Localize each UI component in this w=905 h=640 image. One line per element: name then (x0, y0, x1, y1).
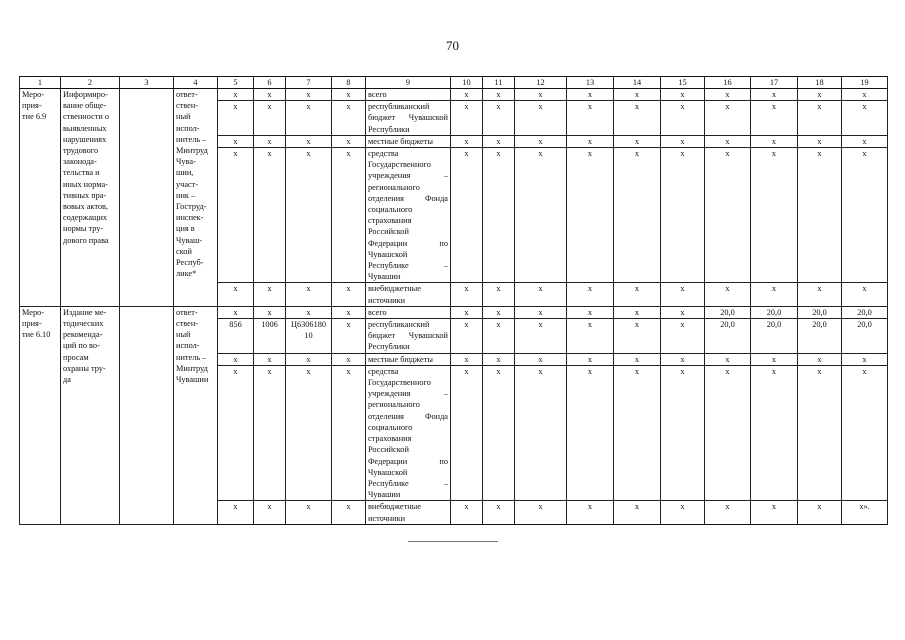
code-cell: x (254, 135, 286, 147)
year-value-cell: x (751, 101, 798, 136)
code-cell: x (332, 306, 366, 318)
column-3-cell (120, 306, 174, 524)
code-cell: 856 (218, 319, 254, 354)
year-value-cell: x (705, 365, 751, 500)
year-value-cell: 20,0 (751, 319, 798, 354)
funding-source-cell: внебюджетные источники (366, 501, 451, 524)
year-value-cell: x (842, 148, 888, 283)
header-cell: 2 (61, 77, 120, 89)
executor-cell: ответ- ствен- ный испол- нитель – Минтруд Чува- шии, участ- ник – Гоструд- инспек- ция в Чуваш- ской Респуб- лике* (174, 89, 218, 307)
year-value-cell: x (451, 89, 483, 101)
measure-number-cell: Меро- прия- тие 6.10 (20, 306, 61, 524)
code-cell: x (218, 148, 254, 283)
measure-name-cell: Информиро- вание обще- ственности о выявленных нарушениях трудового законода- тельства и иных норма- тивных пра- вовых актов, содержащих нормы тру- дового права (61, 89, 120, 307)
year-value-cell: x (483, 148, 515, 283)
code-cell: x (218, 365, 254, 500)
code-cell: x (254, 306, 286, 318)
code-cell: x (218, 501, 254, 524)
year-value-cell: x (751, 135, 798, 147)
year-value-cell: x (614, 319, 661, 354)
year-value-cell: 20,0 (842, 306, 888, 318)
code-cell: x (332, 501, 366, 524)
year-value-cell: x (515, 501, 567, 524)
year-value-cell: x (751, 501, 798, 524)
code-cell: x (218, 135, 254, 147)
funding-source-cell: республиканский бюджет Чувашской Республики (366, 101, 451, 136)
year-value-cell: x (705, 148, 751, 283)
year-value-cell: 20,0 (751, 306, 798, 318)
year-value-cell: x (751, 353, 798, 365)
year-value-cell: x (567, 353, 614, 365)
header-cell: 17 (751, 77, 798, 89)
year-value-cell: x (661, 319, 705, 354)
year-value-cell: x (515, 283, 567, 306)
column-number-row (20, 77, 888, 89)
year-value-cell: x (661, 501, 705, 524)
year-value-cell: x (705, 89, 751, 101)
year-value-cell: x (483, 135, 515, 147)
header-cell: 11 (483, 77, 515, 89)
year-value-cell: x (567, 135, 614, 147)
year-value-cell: x (567, 101, 614, 136)
year-value-cell: x (661, 283, 705, 306)
funding-source-cell: всего (366, 306, 451, 318)
code-cell: x (286, 501, 332, 524)
code-cell: x (332, 319, 366, 354)
funding-source-cell: местные бюджеты (366, 353, 451, 365)
code-cell: x (286, 365, 332, 500)
year-value-cell: x (661, 101, 705, 136)
year-value-cell: x (483, 306, 515, 318)
year-value-cell: x (567, 89, 614, 101)
year-value-cell: x (705, 353, 751, 365)
header-cell: 1 (20, 77, 61, 89)
code-cell: x (286, 89, 332, 101)
year-value-cell: x (567, 306, 614, 318)
year-value-cell: x (451, 365, 483, 500)
code-cell: x (218, 353, 254, 365)
year-value-cell: x (751, 283, 798, 306)
funding-source-cell: местные бюджеты (366, 135, 451, 147)
year-value-cell: x (451, 148, 483, 283)
header-cell: 7 (286, 77, 332, 89)
year-value-cell: x (798, 353, 842, 365)
year-value-cell: x (705, 135, 751, 147)
year-value-cell: 20,0 (705, 319, 751, 354)
code-cell: Ц6306180 10 (286, 319, 332, 354)
year-value-cell: x (614, 365, 661, 500)
code-cell: x (332, 89, 366, 101)
header-cell: 8 (332, 77, 366, 89)
year-value-cell: x (451, 283, 483, 306)
year-value-cell: x (483, 283, 515, 306)
funding-source-cell: республиканский бюджет Чувашской Республики (366, 319, 451, 354)
year-value-cell: x (451, 501, 483, 524)
code-cell: x (286, 283, 332, 306)
code-cell: x (332, 365, 366, 500)
year-value-cell: x (515, 148, 567, 283)
year-value-cell: x (483, 501, 515, 524)
year-value-cell: x (515, 306, 567, 318)
footer-divider (408, 541, 498, 542)
column-3-cell (120, 89, 174, 307)
year-value-cell: 20,0 (798, 319, 842, 354)
code-cell: x (254, 501, 286, 524)
year-value-cell: x (661, 135, 705, 147)
code-cell: x (218, 89, 254, 101)
code-cell: 1006 (254, 319, 286, 354)
year-value-cell: x (614, 353, 661, 365)
year-value-cell: x (515, 89, 567, 101)
year-value-cell: x (751, 365, 798, 500)
year-value-cell: x (842, 101, 888, 136)
year-value-cell: x (483, 365, 515, 500)
year-value-cell: x (661, 89, 705, 101)
header-cell: 12 (515, 77, 567, 89)
code-cell: x (218, 283, 254, 306)
year-value-cell: 20,0 (842, 319, 888, 354)
year-value-cell: x (451, 101, 483, 136)
year-value-cell: x (567, 283, 614, 306)
year-value-cell: x (567, 365, 614, 500)
header-cell: 6 (254, 77, 286, 89)
year-value-cell: x (614, 283, 661, 306)
year-value-cell: x (798, 365, 842, 500)
header-cell: 4 (174, 77, 218, 89)
header-cell: 14 (614, 77, 661, 89)
year-value-cell: x (451, 306, 483, 318)
year-value-cell: x (483, 353, 515, 365)
header-cell: 16 (705, 77, 751, 89)
code-cell: x (286, 135, 332, 147)
year-value-cell: x (705, 283, 751, 306)
funding-source-cell: средства Государственного учреждения – регионального отделения Фонда социального страхования Российской Федерации по Чувашской Республике – Чувашии (366, 365, 451, 500)
year-value-cell: x (515, 353, 567, 365)
year-value-cell: x (614, 501, 661, 524)
year-value-cell: x (798, 135, 842, 147)
year-value-cell: x (567, 501, 614, 524)
year-value-cell: x (798, 148, 842, 283)
year-value-cell: x (661, 353, 705, 365)
code-cell: x (332, 101, 366, 136)
year-value-cell: x (798, 89, 842, 101)
year-value-cell: 20,0 (798, 306, 842, 318)
year-value-cell: x (614, 135, 661, 147)
code-cell: x (254, 283, 286, 306)
code-cell: x (332, 353, 366, 365)
year-value-cell: x (483, 319, 515, 354)
year-value-cell: x (483, 101, 515, 136)
year-value-cell: x (705, 501, 751, 524)
measure-6-10-row (20, 306, 888, 318)
funding-source-cell: внебюджетные источники (366, 283, 451, 306)
year-value-cell: x (842, 135, 888, 147)
measure-name-cell: Издание ме- тодических рекоменда- ций по во- просам охраны тру- да (61, 306, 120, 524)
code-cell: x (286, 306, 332, 318)
year-value-cell: x». (842, 501, 888, 524)
year-value-cell: x (842, 365, 888, 500)
year-value-cell: x (842, 89, 888, 101)
year-value-cell: x (451, 353, 483, 365)
year-value-cell: x (515, 319, 567, 354)
header-cell: 15 (661, 77, 705, 89)
code-cell: x (254, 101, 286, 136)
code-cell: x (286, 148, 332, 283)
code-cell: x (254, 365, 286, 500)
header-cell: 18 (798, 77, 842, 89)
header-cell: 13 (567, 77, 614, 89)
year-value-cell: x (515, 101, 567, 136)
year-value-cell: x (614, 89, 661, 101)
funding-source-cell: всего (366, 89, 451, 101)
code-cell: x (332, 148, 366, 283)
year-value-cell: x (661, 306, 705, 318)
year-value-cell: 20,0 (705, 306, 751, 318)
year-value-cell: x (515, 135, 567, 147)
header-cell: 5 (218, 77, 254, 89)
program-table (19, 76, 888, 525)
year-value-cell: x (451, 135, 483, 147)
year-value-cell: x (705, 101, 751, 136)
year-value-cell: x (798, 101, 842, 136)
measure-6-9-row (20, 89, 888, 101)
year-value-cell: x (567, 148, 614, 283)
header-cell: 3 (120, 77, 174, 89)
year-value-cell: x (842, 283, 888, 306)
year-value-cell: x (483, 89, 515, 101)
page-number: 70 (446, 38, 459, 53)
code-cell: x (254, 89, 286, 101)
code-cell: x (286, 101, 332, 136)
code-cell: x (254, 148, 286, 283)
code-cell: x (218, 306, 254, 318)
year-value-cell: x (614, 148, 661, 283)
year-value-cell: x (798, 283, 842, 306)
year-value-cell: x (661, 148, 705, 283)
code-cell: x (254, 353, 286, 365)
year-value-cell: x (798, 501, 842, 524)
header-cell: 10 (451, 77, 483, 89)
code-cell: x (286, 353, 332, 365)
year-value-cell: x (751, 89, 798, 101)
year-value-cell: x (614, 101, 661, 136)
year-value-cell: x (451, 319, 483, 354)
year-value-cell: x (842, 353, 888, 365)
code-cell: x (332, 135, 366, 147)
code-cell: x (218, 101, 254, 136)
header-cell: 19 (842, 77, 888, 89)
measure-number-cell: Меро- прия- тие 6.9 (20, 89, 61, 307)
year-value-cell: x (661, 365, 705, 500)
code-cell: x (332, 283, 366, 306)
year-value-cell: x (751, 148, 798, 283)
year-value-cell: x (567, 319, 614, 354)
header-cell: 9 (366, 77, 451, 89)
funding-source-cell: средства Государственного учреждения – регионального отделения Фонда социального страхования Российской Федерации по Чувашской Республике – Чувашии (366, 148, 451, 283)
executor-cell: ответ- ствен- ный испол- нитель – Минтруд Чувашии (174, 306, 218, 524)
year-value-cell: x (515, 365, 567, 500)
year-value-cell: x (614, 306, 661, 318)
